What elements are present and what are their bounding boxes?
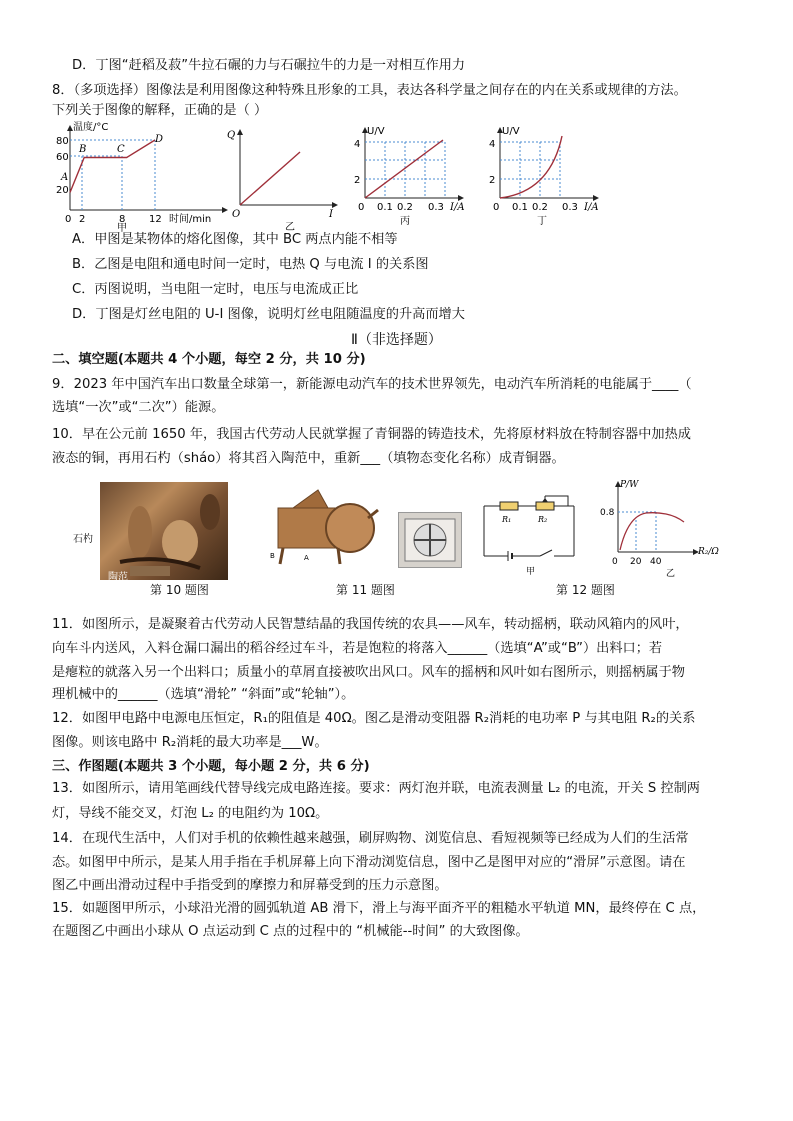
jia-ytick-60: 60 — [56, 152, 69, 163]
jia-ylabel: 温度/°C — [73, 122, 109, 133]
q10-line-1: 10．早在公元前 1650 年，我国古代劳动人民就掌握了青铜器的铸造技术，先将原材料放在特制容器中加热成 — [52, 427, 691, 442]
bing-ylabel: U/V — [367, 126, 385, 137]
jia-ytick-20: 20 — [56, 185, 69, 196]
part-2-heading: Ⅱ（非选择题） — [351, 332, 442, 348]
jia-xtick-12: 12 — [149, 214, 162, 225]
ding-ylabel: U/V — [502, 126, 520, 137]
graph-bing — [354, 126, 465, 227]
q11-line-2: 向车斗内送风，入料仓漏口漏出的稻谷经过车斗，若是饱粒的将落入______（选填“A”或“B”）出料口；若 — [52, 641, 663, 656]
yi-caption: 乙 — [285, 222, 295, 232]
q14-line-2: 态。如图甲中所示，是某人用手指在手机屏幕上向下滑动浏览信息，图中乙是图甲对应的“滑屏”示意图。请在 — [52, 855, 686, 870]
ding-xlabel: I/A — [584, 202, 599, 213]
q8-stem-2: 下列关于图像的解释，正确的是（ ） — [52, 103, 268, 118]
yi-curve — [240, 152, 300, 205]
bing-xtick-02: 0.2 — [397, 202, 413, 213]
bing-curve — [365, 140, 443, 198]
fig12-caption: 第 12 题图 — [556, 583, 615, 597]
yi-xlabel: I — [329, 209, 333, 220]
fig12-circuit — [480, 494, 580, 576]
q7-option-d: D．丁图“赶稻及菽”牛拉石碾的力与石碾拉牛的力是一对相互作用力 — [72, 58, 466, 73]
fig12-r2: R₂ — [538, 515, 548, 524]
q11-line-1: 11．如图所示，是凝聚着古代劳动人民智慧结晶的我国传统的农具——风车，转动摇柄，联动风箱内的风叶， — [52, 617, 689, 632]
q10-line-2: 液态的铜，再用石杓（sháo）将其舀入陶范中，重新___（填物态变化名称）成青铜器。 — [52, 451, 565, 466]
q12-line-2: 图像。则该电路中 R₂消耗的最大功率是___W。 — [52, 735, 328, 750]
jia-caption: 甲 — [117, 223, 127, 232]
bing-xtick-01: 0.1 — [377, 202, 393, 213]
graph-jia — [56, 120, 227, 232]
fig12-y08: 0.8 — [600, 508, 615, 518]
fig12-ylabel: P/W — [620, 480, 639, 490]
jia-point-c: C — [117, 144, 125, 155]
ding-curve — [500, 136, 562, 198]
q15-line-1: 15．如题图甲所示，小球沿光滑的圆弧轨道 AB 滑下，滑上与海平面齐平的粗糙水平轨道 MN，最终停在 C 点， — [52, 901, 706, 916]
fig12-x0: 0 — [612, 557, 618, 567]
bing-ytick-4: 4 — [354, 139, 361, 150]
bing-xlabel: I/A — [450, 202, 465, 213]
q9-line-2: 选填“一次”或“二次”）能源。 — [52, 400, 225, 415]
fig12-x20: 20 — [630, 557, 642, 567]
graph-ding — [489, 126, 599, 227]
jia-xtick-2: 2 — [79, 214, 86, 225]
q14-line-1: 14．在现代生活中，人们对手机的依赖性越来越强，刷屏购物、浏览信息、看短视频等已经成为人们的生活常 — [52, 831, 689, 846]
fig12-xlabel: R₂/Ω — [698, 547, 719, 557]
q8-option-c: C．丙图说明，当电阻一定时，电压与电流成正比 — [72, 282, 359, 297]
fig10-photo — [100, 482, 228, 580]
bing-xtick-0: 0 — [358, 202, 365, 213]
q9-line-1: 9．2023 年中国汽车出口数量全球第一，新能源电动汽车的技术世界领先，电动汽车所消耗的电能属于____（ — [52, 377, 692, 392]
graph-yi — [227, 130, 337, 232]
q11-line-4: 理机械中的______（选填“滑轮” “斜面”或“轮轴”）。 — [52, 687, 355, 702]
bing-ytick-2: 2 — [354, 175, 361, 186]
q13-line-1: 13．如图所示，请用笔画线代替导线完成电路连接。要求：两灯泡并联，电流表测量 L₂ 的电流，开关 S 控制两 — [52, 781, 700, 796]
q8-stem-1: 8．（多项选择）图像法是利用图像这种特殊且形象的工具，表达各科学量之间存在的内在关系或规律的方法。 — [52, 83, 687, 98]
q8-option-b: B．乙图是电阻和通电时间一定时，电热 Q 与电流 I 的关系图 — [72, 257, 429, 272]
ding-ytick-4: 4 — [489, 139, 496, 150]
bing-xtick-03: 0.3 — [428, 202, 444, 213]
section-3-heading: 三、作图题(本题共 3 个小题，每小题 2 分，共 6 分) — [52, 759, 370, 774]
q8-option-a: A．甲图是某物体的熔化图像，其中 BC 两点内能不相等 — [72, 232, 398, 247]
fig12-curve — [620, 513, 684, 550]
q13-line-2: 灯，导线不能交叉，灯泡 L₂ 的电阻约为 10Ω。 — [52, 806, 329, 821]
ding-caption: 丁 — [537, 216, 547, 227]
jia-point-d: D — [155, 134, 164, 145]
fig10-label-taofan: 陶范 — [108, 572, 128, 583]
fig12-r1: R₁ — [502, 515, 512, 524]
fig12-x40: 40 — [650, 557, 662, 567]
jia-point-a: A — [61, 172, 69, 183]
ding-xtick-02: 0.2 — [532, 202, 548, 213]
fig11-fan-photo — [398, 512, 462, 568]
fig12-yi: 乙 — [666, 569, 676, 579]
fig11-winnower — [268, 488, 380, 566]
jia-xtick-0: 0 — [65, 214, 72, 225]
q15-line-2: 在题图乙中画出小球从 O 点运动到 C 点的过程中的 “机械能--时间” 的大致图像。 — [52, 924, 529, 939]
jia-ytick-80: 80 — [56, 136, 69, 147]
q8-graphs — [55, 120, 615, 232]
fig11-caption: 第 11 题图 — [336, 583, 395, 597]
yi-ylabel: Q — [227, 130, 236, 141]
fig10-caption: 第 10 题图 — [150, 583, 209, 597]
q12-line-1: 12．如图甲电路中电源电压恒定，R₁的阻值是 40Ω。图乙是滑动变阻器 R₂消耗的电功率 P 与其电阻 R₂的关系 — [52, 711, 696, 726]
ding-xtick-03: 0.3 — [562, 202, 578, 213]
section-2-heading: 二、填空题(本题共 4 个小题，每空 2 分，共 10 分) — [52, 352, 366, 367]
ding-xtick-01: 0.1 — [512, 202, 528, 213]
bing-caption: 丙 — [400, 216, 410, 227]
q11-line-3: 是瘪粒的就落入另一个出料口；质量小的草屑直接被吹出风口。风车的摇柄和风叶如右图所示，则摇柄属于物 — [52, 665, 685, 680]
fig11-label-a: A — [304, 554, 309, 562]
fig10-label-shisháo: 石杓 — [73, 534, 93, 545]
fig12-graph — [598, 476, 726, 580]
q8-option-d: D．丁图是灯丝电阻的 U-I 图像，说明灯丝电阻随温度的升高而增大 — [72, 307, 465, 322]
jia-xtick-8: 8 — [119, 214, 126, 225]
q14-line-3: 图乙中画出滑动过程中手指受到的摩擦力和屏幕受到的压力示意图。 — [52, 878, 448, 893]
fig11-label-b: B — [270, 552, 275, 560]
ding-ytick-2: 2 — [489, 175, 496, 186]
jia-point-b: B — [79, 144, 87, 155]
jia-xlabel: 时间/min — [169, 214, 212, 225]
ding-xtick-0: 0 — [493, 202, 500, 213]
yi-origin: O — [232, 209, 241, 220]
fig12-jia: 甲 — [526, 567, 536, 576]
